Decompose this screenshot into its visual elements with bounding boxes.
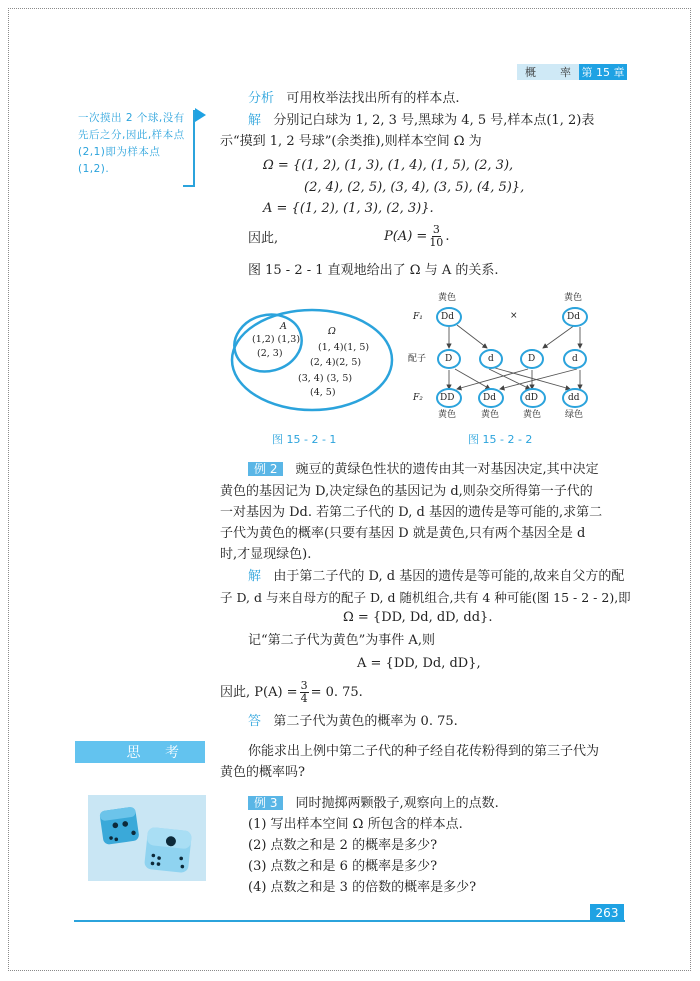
a-set-line: A = {(1, 2), (1, 3), (2, 3)}.	[263, 201, 434, 216]
f2-1: DD	[440, 393, 455, 403]
example2-event-def: 记“第二子代为黄色”为事件 A,则	[248, 633, 435, 648]
venn-labels	[228, 305, 398, 415]
example2-omega: Ω = {DD, Dd, dD, dd}.	[343, 610, 493, 625]
row-label-gametes: 配子	[408, 354, 427, 364]
example2-solution-text-1: 由于第二子代的 D, d 基因的遗传是等可能的,故来自父方的配	[273, 569, 625, 584]
example2-text-3: 一对基因为 Dd. 若第二子代的 D, d 基因的遗传是等可能的,求第二	[220, 505, 603, 520]
example3-intro-line	[248, 793, 499, 814]
chapter-title-char-2: 率	[560, 66, 571, 79]
example2-line-1	[248, 459, 599, 480]
solution-line-2: 示“摸到 1, 2 号球”(余类推),则样本空间 Ω 为	[220, 134, 482, 149]
example2-text-5: 时,才显现绿色).	[220, 547, 312, 562]
dice-icon	[88, 795, 206, 881]
footer-rule	[74, 920, 625, 922]
analysis-line	[248, 88, 460, 109]
example2-probability	[220, 680, 363, 705]
solution-tag: 解	[248, 113, 262, 128]
period: .	[445, 229, 450, 244]
example2-result: = 0. 75.	[310, 685, 363, 700]
genetics-labels	[405, 290, 630, 430]
set-a-item-1: (1,2) (1,3)	[252, 334, 301, 345]
f2-color-1: 黄色	[438, 410, 457, 420]
cross-symbol: ×	[510, 311, 518, 321]
chapter-number: 第 15 章	[579, 64, 627, 80]
fraction-denominator: 10	[429, 236, 444, 249]
figure-reference: 图 15 - 2 - 1 直观地给出了 Ω 与 A 的关系.	[248, 263, 499, 278]
figure1-caption: 图 15 - 2 - 1	[272, 433, 337, 446]
example2-text-4: 子代为黄色的概率(只要有基因 D 就是黄色,只有两个基因全是 d	[220, 526, 586, 541]
example2-fraction-numerator: 3	[300, 679, 308, 692]
f2-3: dD	[525, 393, 538, 403]
f1-left-color: 黄色	[438, 293, 457, 303]
gamete-2: d	[488, 354, 494, 364]
f2-color-2: 黄色	[481, 410, 500, 420]
f2-4: dd	[568, 393, 580, 403]
example3-tag: 例 3	[248, 796, 283, 810]
dice-image	[88, 795, 206, 881]
chapter-title-char-1: 概	[525, 66, 536, 79]
f1-left: Dd	[441, 312, 454, 322]
margin-note: 一次摸出 2 个球,没有先后之分,因此,样本点(2,1)即为样本点(1,2).	[78, 112, 185, 175]
page-number: 263	[590, 904, 624, 921]
set-a-item-2: (2, 3)	[257, 348, 283, 359]
row-label-f2: F₂	[413, 393, 423, 403]
set-a-label: A	[280, 321, 287, 332]
example2-tag: 例 2	[248, 462, 283, 476]
omega-item-1: (1, 4)(1, 5)	[318, 342, 370, 353]
example3-question-2: (2) 点数之和是 2 的概率是多少?	[248, 838, 438, 853]
think-text-2: 黄色的概率吗?	[220, 765, 305, 780]
think-label: 思 考	[75, 741, 205, 763]
omega-line-1: Ω = {(1, 2), (1, 3), (1, 4), (1, 5), (2, 3),	[263, 158, 514, 173]
omega-line-2: (2, 4), (2, 5), (3, 4), (3, 5), (4, 5)},	[304, 180, 525, 195]
f1-right-color: 黄色	[564, 293, 583, 303]
f1-right: Dd	[567, 312, 580, 322]
margin-note-foot	[183, 185, 195, 187]
example3-intro: 同时抛掷两颗骰子,观察向上的点数.	[295, 796, 499, 811]
figure2-caption: 图 15 - 2 - 2	[468, 433, 533, 446]
example3-question-1: (1) 写出样本空间 Ω 所包含的样本点.	[248, 817, 463, 832]
gamete-3: D	[528, 354, 536, 364]
example2-solution-tag: 解	[248, 569, 262, 584]
example2-a-set: A = {DD, Dd, dD},	[357, 656, 481, 671]
chapter-header	[517, 64, 627, 80]
answer-tag: 答	[248, 714, 262, 729]
omega-label: Ω	[328, 326, 336, 337]
example2-answer	[248, 711, 458, 732]
omega-item-4: (4, 5)	[310, 387, 336, 398]
solution-text-1: 分别记白球为 1, 2, 3 号,黑球为 4, 5 号,样本点(1, 2)表	[273, 113, 595, 128]
example3-question-3: (3) 点数之和是 6 的概率是多少?	[248, 859, 438, 874]
flag-icon	[195, 108, 206, 122]
example2-text-2: 黄色的基因记为 D,决定绿色的基因记为 d,则杂交所得第一子代的	[220, 484, 593, 499]
think-text-1: 你能求出上例中第二子代的种子经自花传粉得到的第三子代为	[248, 744, 600, 759]
therefore-label: 因此,	[248, 231, 279, 246]
example2-fraction-denominator: 4	[300, 692, 308, 705]
gamete-4: d	[572, 354, 578, 364]
fraction-numerator: 3	[432, 223, 440, 236]
f2-color-3: 黄色	[523, 410, 542, 420]
probability-lhs: P(A) =	[384, 229, 428, 244]
example2-solution-line-1	[248, 566, 624, 587]
example3-question-4: (4) 点数之和是 3 的倍数的概率是多少?	[248, 880, 477, 895]
probability-formula	[384, 224, 449, 249]
f2-2: Dd	[483, 393, 496, 403]
analysis-text: 可用枚举法找出所有的样本点.	[286, 91, 460, 106]
fraction	[429, 224, 443, 249]
example2-solution-text-2: 子 D, d 与来自母方的配子 D, d 随机组合,共有 4 种可能(图 15 - 2 - 2),即	[220, 590, 631, 605]
gamete-1: D	[445, 354, 453, 364]
f2-color-4: 绿色	[565, 410, 584, 420]
analysis-tag: 分析	[248, 91, 275, 106]
example2-therefore: 因此, P(A) =	[220, 685, 298, 700]
answer-text: 第二子代为黄色的概率为 0. 75.	[273, 714, 458, 729]
omega-item-2: (2, 4)(2, 5)	[310, 357, 362, 368]
chapter-title	[517, 64, 579, 80]
row-label-f1: F₁	[413, 312, 423, 322]
omega-item-3: (3, 4) (3, 5)	[298, 373, 353, 384]
solution-line-1	[248, 110, 594, 131]
example2-fraction	[300, 680, 309, 705]
example2-text-1: 豌豆的黄绿色性状的遗传由其一对基因决定,其中决定	[295, 462, 599, 477]
